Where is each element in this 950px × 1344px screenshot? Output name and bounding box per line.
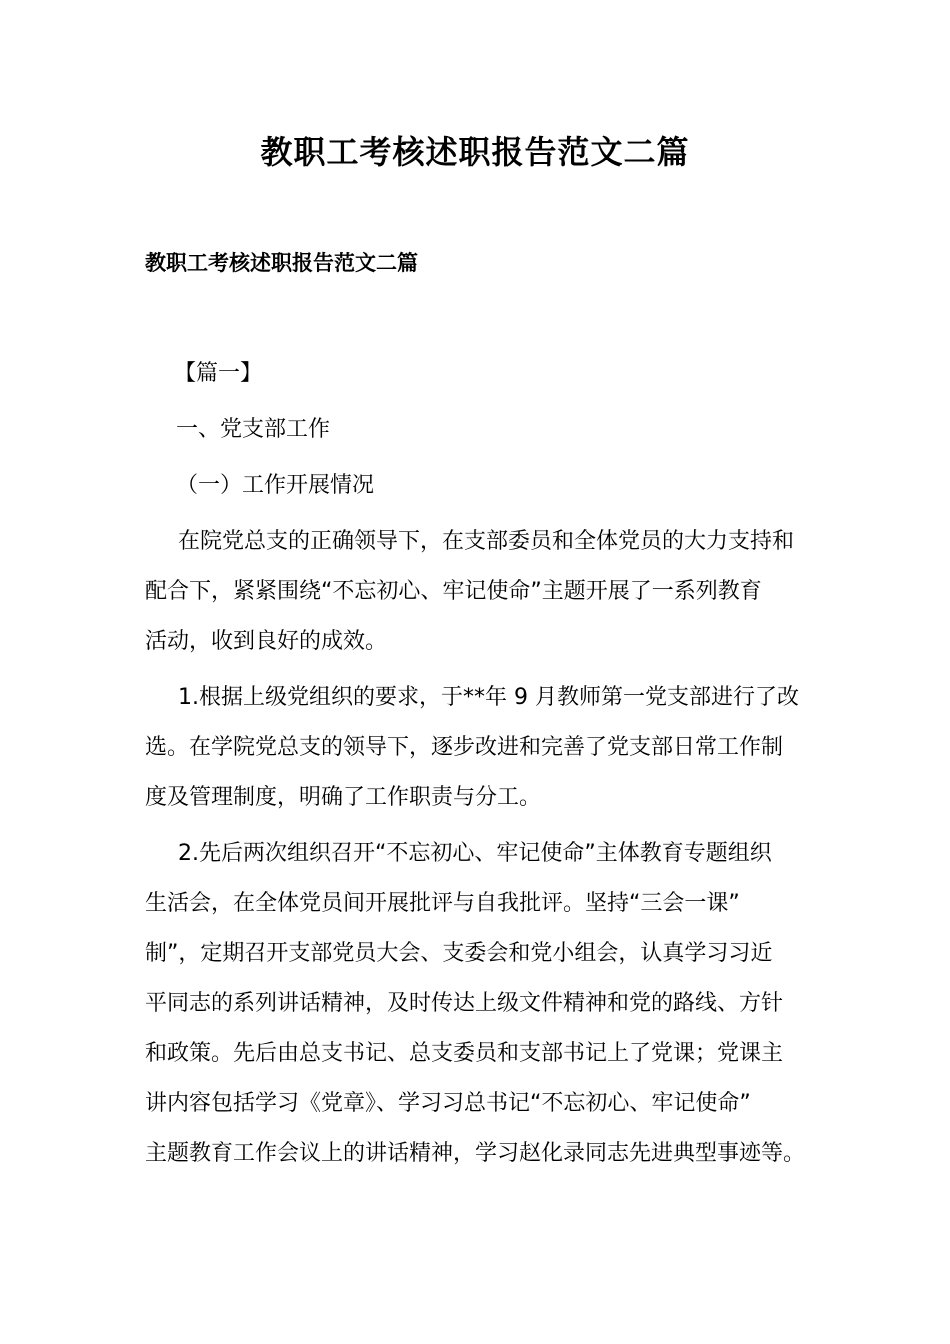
paragraph-line: 度及管理制度，明确了工作职责与分工。	[145, 785, 542, 810]
paragraph-line: 和政策。先后由总支书记、总支委员和支部书记上了党课；党课主	[145, 1041, 784, 1066]
paragraph-line: 平同志的系列讲话精神，及时传达上级文件精神和党的路线、方针	[145, 991, 784, 1016]
page-title: 教职工考核述职报告范文二篇	[260, 133, 690, 171]
section-tag: 【篇一】	[174, 361, 263, 386]
paragraph-line: 配合下，紧紧围绕“不忘初心、牢记使命”主题开展了一系列教育	[145, 579, 762, 604]
paragraph-line: 制”，定期召开支部党员大会、支委会和党小组会，认真学习习近	[145, 941, 773, 966]
paragraph-line: 活动，收到良好的成效。	[145, 629, 388, 654]
paragraph-line: 1.根据上级党组织的要求，于**年 9 月教师第一党支部进行了改	[178, 685, 799, 710]
paragraph-line: 生活会，在全体党员间开展批评与自我批评。坚持“三会一课”	[145, 891, 740, 916]
document-subtitle: 教职工考核述职报告范文二篇	[145, 251, 418, 275]
paragraph-line: 选。在学院党总支的领导下，逐步改进和完善了党支部日常工作制	[145, 735, 784, 760]
paragraph-line: 讲内容包括学习《党章》、学习习总书记“不忘初心、牢记使命”	[145, 1091, 751, 1116]
paragraph-line: 2.先后两次组织召开“不忘初心、牢记使命”主体教育专题组织	[178, 841, 772, 866]
subsection-heading: （一）工作开展情况	[176, 473, 375, 498]
paragraph-line: 主题教育工作会议上的讲话精神，学习赵化录同志先进典型事迹等。	[145, 1141, 806, 1166]
section-heading: 一、党支部工作	[176, 417, 331, 442]
paragraph-line: 在院党总支的正确领导下，在支部委员和全体党员的大力支持和	[178, 529, 795, 554]
